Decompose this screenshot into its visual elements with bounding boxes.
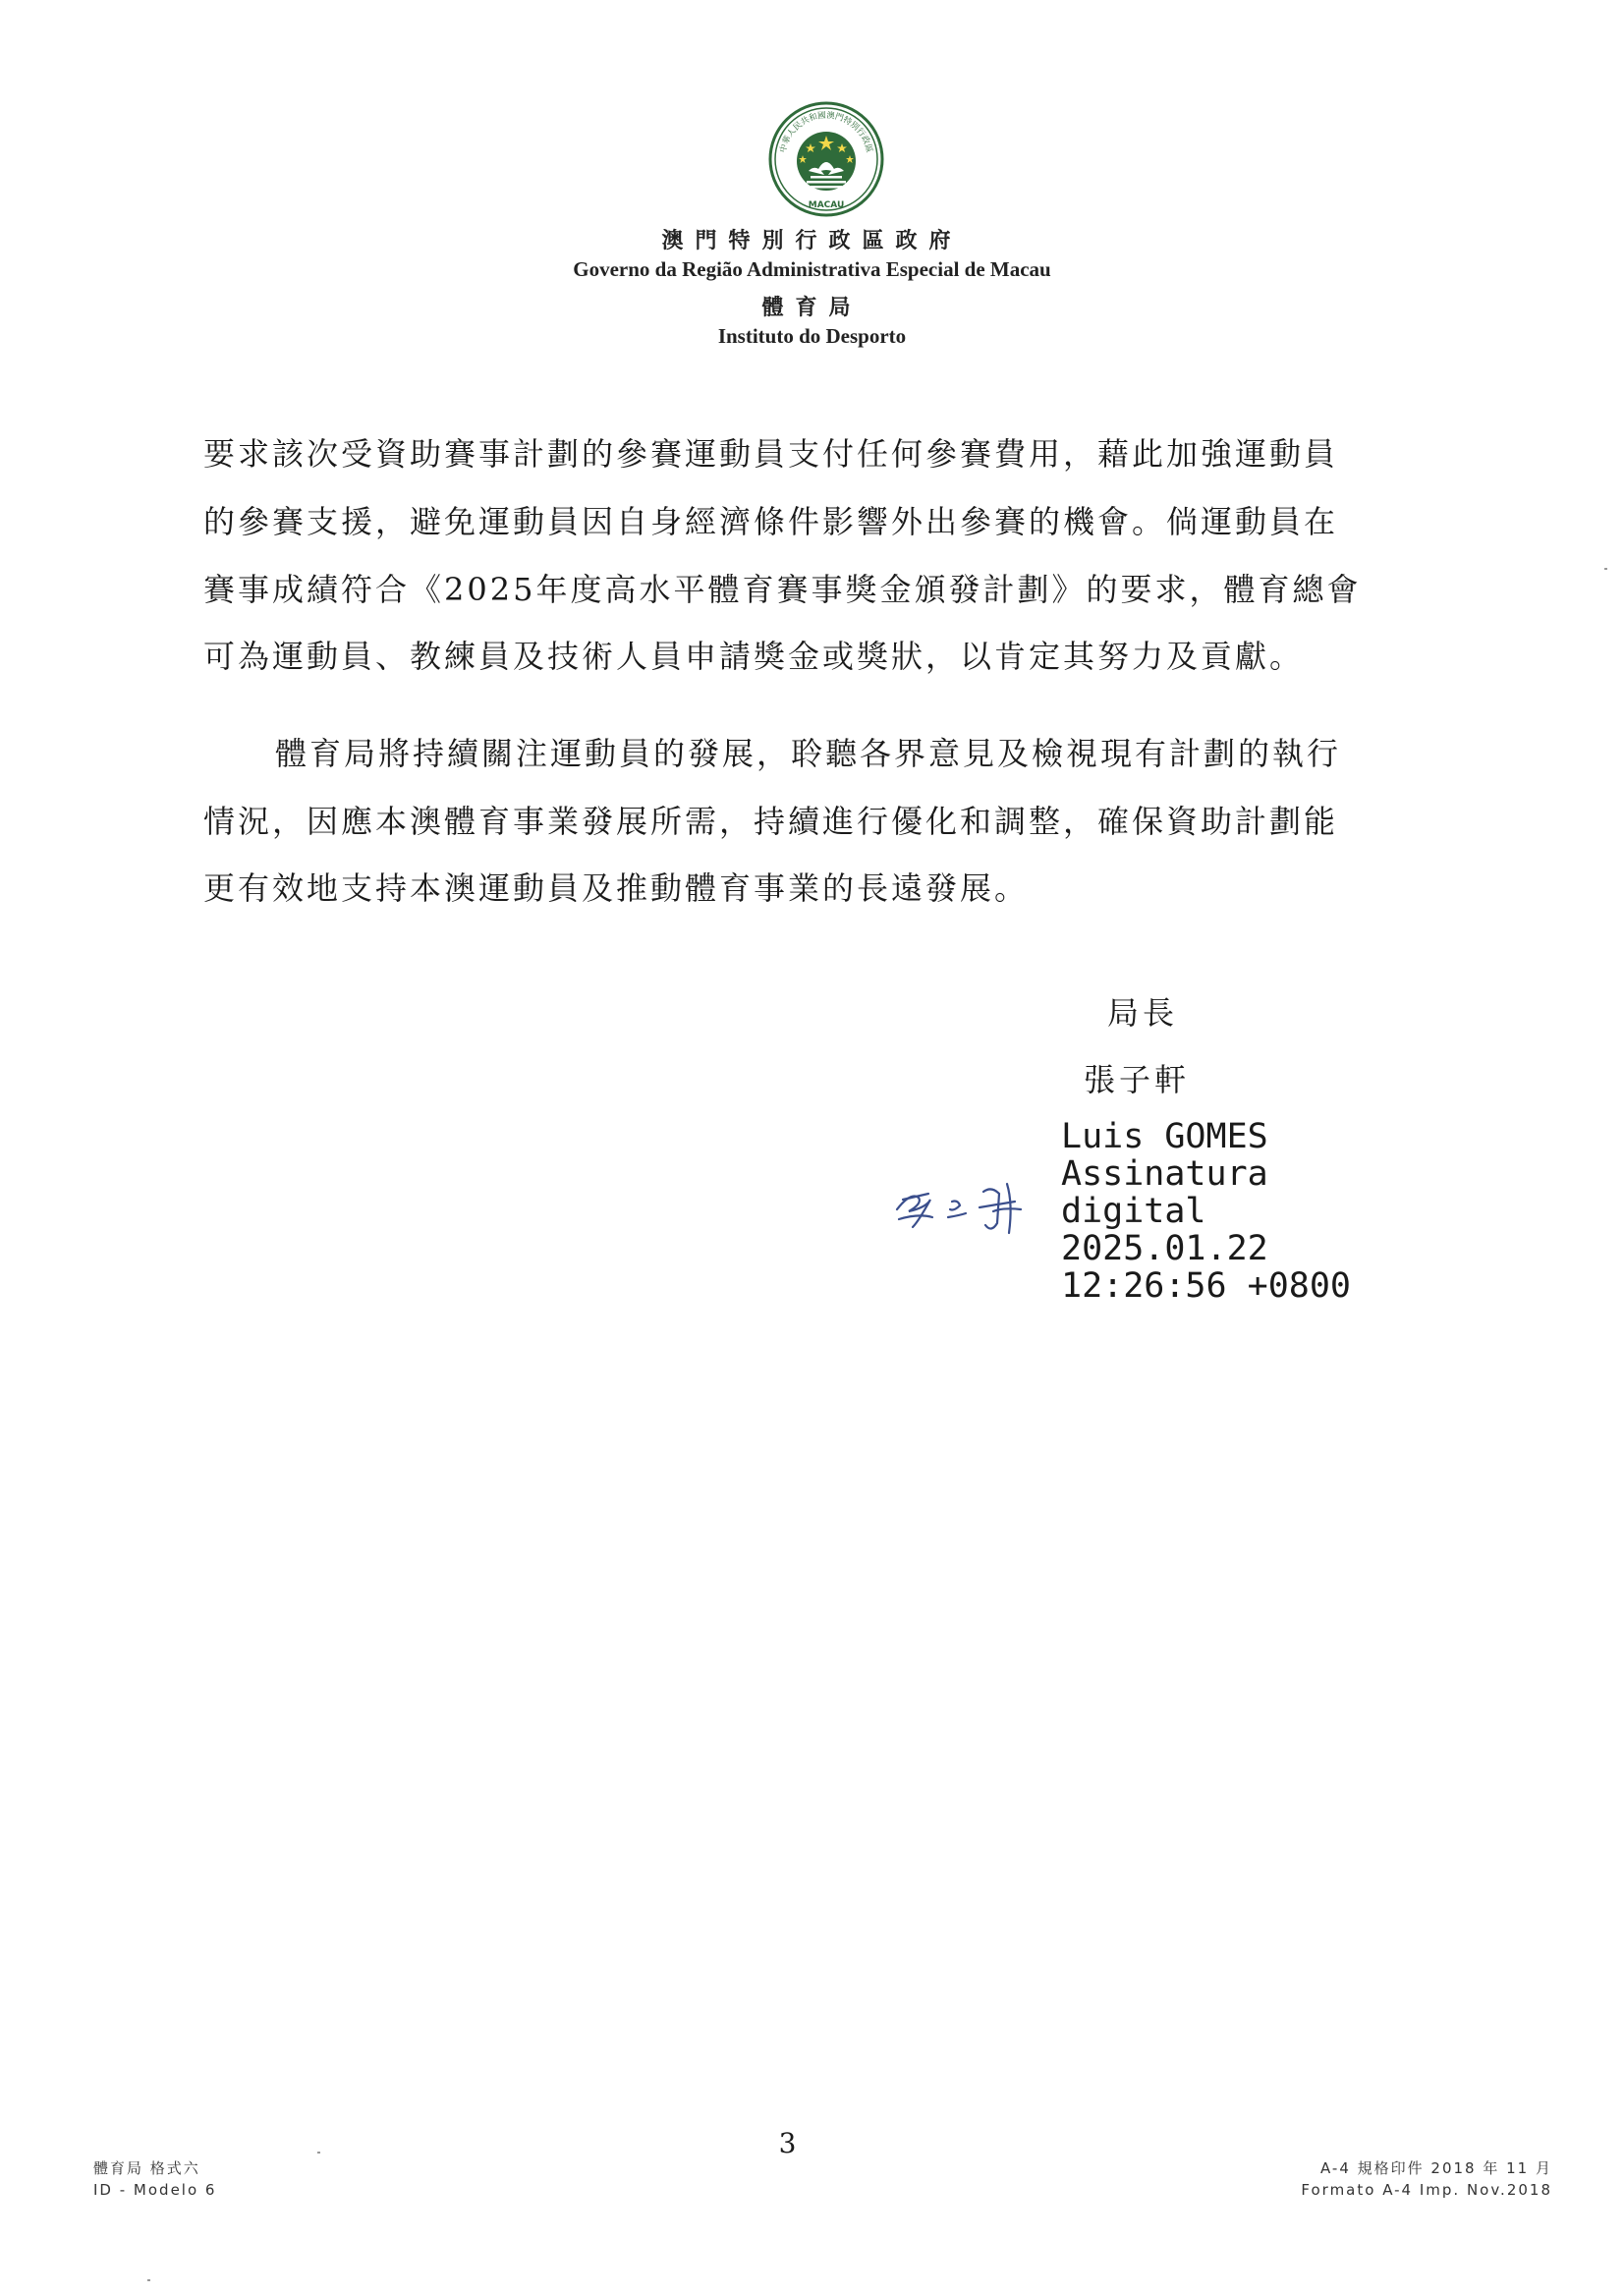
paragraph-1-line: 可為運動員、教練員及技術人員申請獎金或獎狀，以肯定其努力及貢獻。 [203,638,1305,675]
paragraph-2-line: 情況，因應本澳體育事業發展所需，持續進行優化和調整，確保資助計劃能 [203,803,1339,840]
paragraph-1-line: 要求該次受資助賽事計劃的參賽運動員支付任何參賽費用，藉此加強運動員 [203,435,1339,473]
paragraph-1-line: 的參賽支援，避免運動員因自身經濟條件影響外出參賽的機會。倘運動員在 [203,503,1339,540]
scan-speck [317,2152,320,2154]
signatory-title: 局長 [1107,994,1179,1032]
print-format-chinese: A-4 規格印件 2018 年 11 月 [1320,2159,1552,2177]
digital-signature-date: 2025.01.22 [1061,1229,1268,1268]
form-code-chinese: 體育局 格式六 [93,2159,200,2177]
signatory-name: 張子軒 [1084,1061,1191,1098]
scan-speck [1604,568,1607,570]
department-name-chinese: 體育局 [761,295,863,320]
scan-speck [147,2279,150,2281]
digital-signature-name: Luis GOMES [1061,1117,1268,1156]
form-code [93,2157,216,2201]
svg-text:MACAU: MACAU [808,200,845,210]
digital-signature-label: digital [1061,1192,1206,1231]
handwritten-signature [889,1164,1056,1243]
paragraph-1-line: 賽事成績符合《2025年度高水平體育賽事獎金頒發計劃》的要求，體育總會 [203,571,1362,608]
digital-signature-time: 12:26:56 +0800 [1061,1266,1352,1306]
paragraph-2-line: 更有效地支持本澳運動員及推動體育事業的長遠發展。 [203,869,1030,907]
government-name-chinese: 澳門特別行政區政府 [661,228,963,253]
print-format [1267,2157,1552,2201]
macau-emblem-logo [767,100,885,218]
paragraph-2-line: 體育局將持續關注運動員的發展，聆聽各界意見及檢視現有計劃的執行 [275,735,1342,772]
government-name-portuguese: Governo da Região Administrativa Especial de Macau [573,257,1051,281]
form-code-portuguese: ID - Modelo 6 [93,2181,217,2199]
department-name-portuguese: Instituto do Desporto [717,324,907,348]
page-number: 3 [778,2127,797,2159]
print-format-portuguese: Formato A-4 Imp. Nov.2018 [1301,2181,1552,2199]
svg-text:中華人民共和國澳門特別行政區: 中華人民共和國澳門特別行政區 [778,110,874,154]
digital-signature-label: Assinatura [1061,1154,1268,1194]
